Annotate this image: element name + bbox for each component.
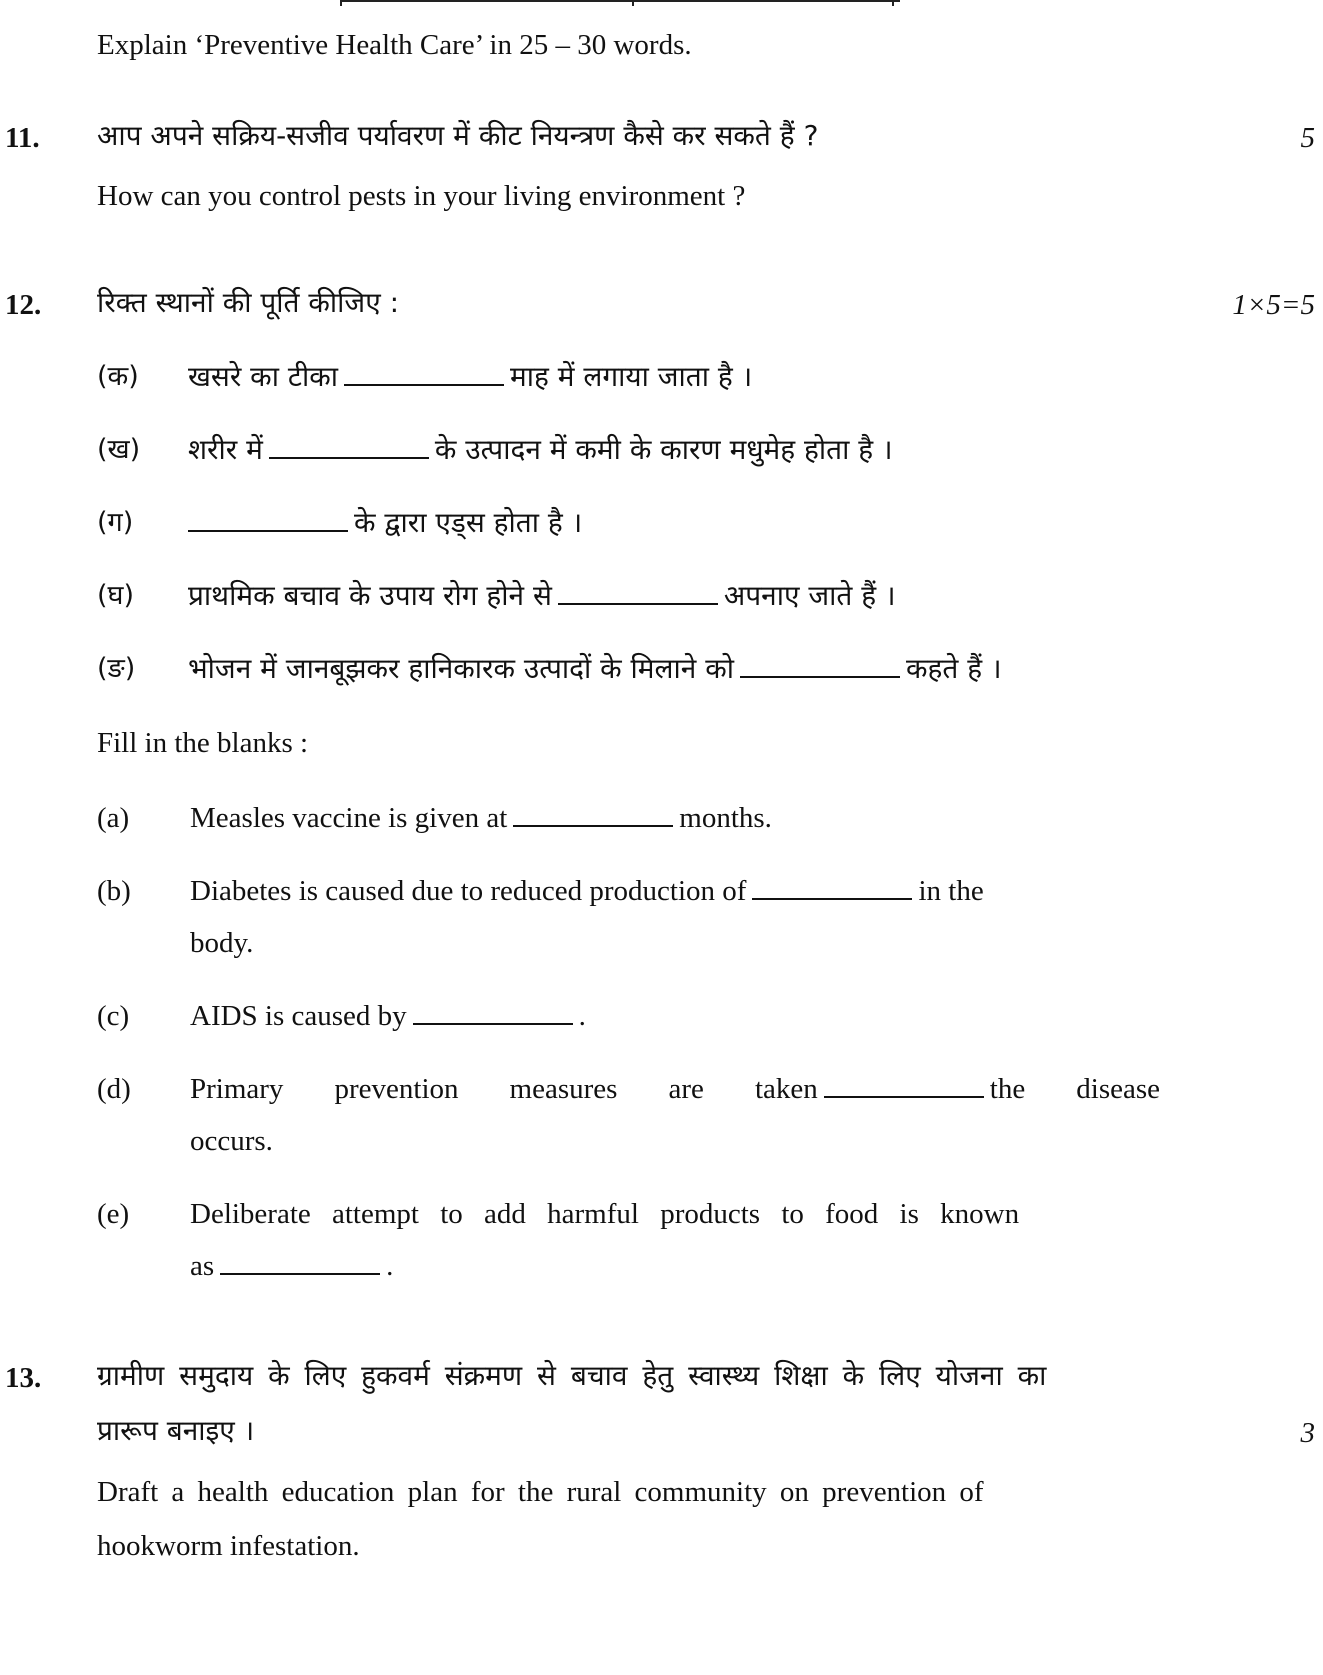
hindi-item-kha [188,430,893,470]
blank-line [220,1251,380,1275]
question-12-english: Fill in the blanks : [97,727,309,759]
item-text: Primary prevention measures are taken [190,1073,818,1105]
item-text: के उत्पादन में कमी के कारण मधुमेह होता है । [434,433,893,466]
question-11-hindi: आप अपने सक्रिय-सजीव पर्यावरण में कीट नियन्त्रण कैसे कर सकते हैं ? [97,119,819,152]
hindi-item-ga [188,503,582,543]
item-text: in the [918,875,984,907]
question-12-marks: 1×5=5 [1232,289,1315,321]
english-item-e: Deliberate attempt to add harmful products to food is known [190,1198,1020,1230]
item-text: के द्वारा एड्स होता है । [354,506,583,539]
hindi-item-label: (क) [97,361,139,392]
english-item-e-cont [190,1246,393,1286]
blank-line [558,581,718,605]
english-item-label: (d) [97,1073,131,1105]
item-text: भोजन में जानबूझकर हानिकारक उत्पादों के मिलाने को [188,652,734,685]
item-text: खसरे का टीका [188,360,338,393]
blank-line [413,1001,573,1025]
question-12-hindi: रिक्त स्थानों की पूर्ति कीजिए : [97,286,400,319]
item-text: . [578,1000,586,1032]
hindi-item-label: (ग) [97,507,134,538]
item-text: as [190,1250,215,1282]
blank-line [752,876,912,900]
english-item-c [190,996,586,1036]
hindi-item-label: (घ) [97,580,135,611]
english-item-d-cont: occurs. [190,1125,273,1157]
english-item-b [190,871,984,911]
hindi-item-gha [188,576,896,616]
blank-line [513,803,673,827]
question-number-12: 12. [5,289,42,321]
english-item-d [190,1069,1160,1109]
question-number-13: 13. [5,1362,42,1394]
question-13-marks: 3 [1300,1417,1315,1449]
item-text: कहते हैं । [905,652,1002,685]
hindi-item-label: (ङ) [97,653,136,684]
blank-line [740,654,900,678]
hindi-item-ka [188,357,752,397]
hindi-item-label: (ख) [97,434,141,465]
question-13-hindi-line1: ग्रामीण समुदाय के लिए हुकवर्म संक्रमण से बचाव हेतु स्वास्थ्य शिक्षा के लिए योजना का [97,1359,1047,1392]
previous-question-english: Explain ‘Preventive Health Care’ in 25 – 30 words. [97,29,692,61]
table-border-fragment [340,0,900,5]
blank-line [269,435,429,459]
english-item-label: (e) [97,1198,130,1230]
blank-line [824,1074,984,1098]
english-item-b-cont: body. [190,927,254,959]
item-text: अपनाए जाते हैं । [723,579,896,612]
question-11-english: How can you control pests in your living environment ? [97,180,746,212]
item-text: . [386,1250,394,1282]
blank-line [344,362,504,386]
item-text: Measles vaccine is given at [190,802,508,834]
item-text: the disease [989,1073,1161,1105]
hindi-item-nga [188,649,1002,689]
item-text: प्राथमिक बचाव के उपाय रोग होने से [188,579,552,612]
item-text: शरीर में [188,433,263,466]
question-13-english-line2: hookworm infestation. [97,1530,360,1562]
question-number-11: 11. [5,122,40,154]
item-text: AIDS is caused by [190,1000,407,1032]
english-item-label: (a) [97,802,130,834]
item-text: Diabetes is caused due to reduced production of [190,875,747,907]
english-item-label: (c) [97,1000,130,1032]
blank-line [188,508,348,532]
question-13-hindi-line2: प्रारूप बनाइए । [97,1414,255,1447]
question-13-english-line1: Draft a health education plan for the rural community on prevention of [97,1476,984,1508]
question-11-marks: 5 [1300,122,1315,154]
item-text: माह में लगाया जाता है । [509,360,753,393]
english-item-a [190,798,772,838]
item-text: months. [679,802,772,834]
english-item-label: (b) [97,875,131,907]
